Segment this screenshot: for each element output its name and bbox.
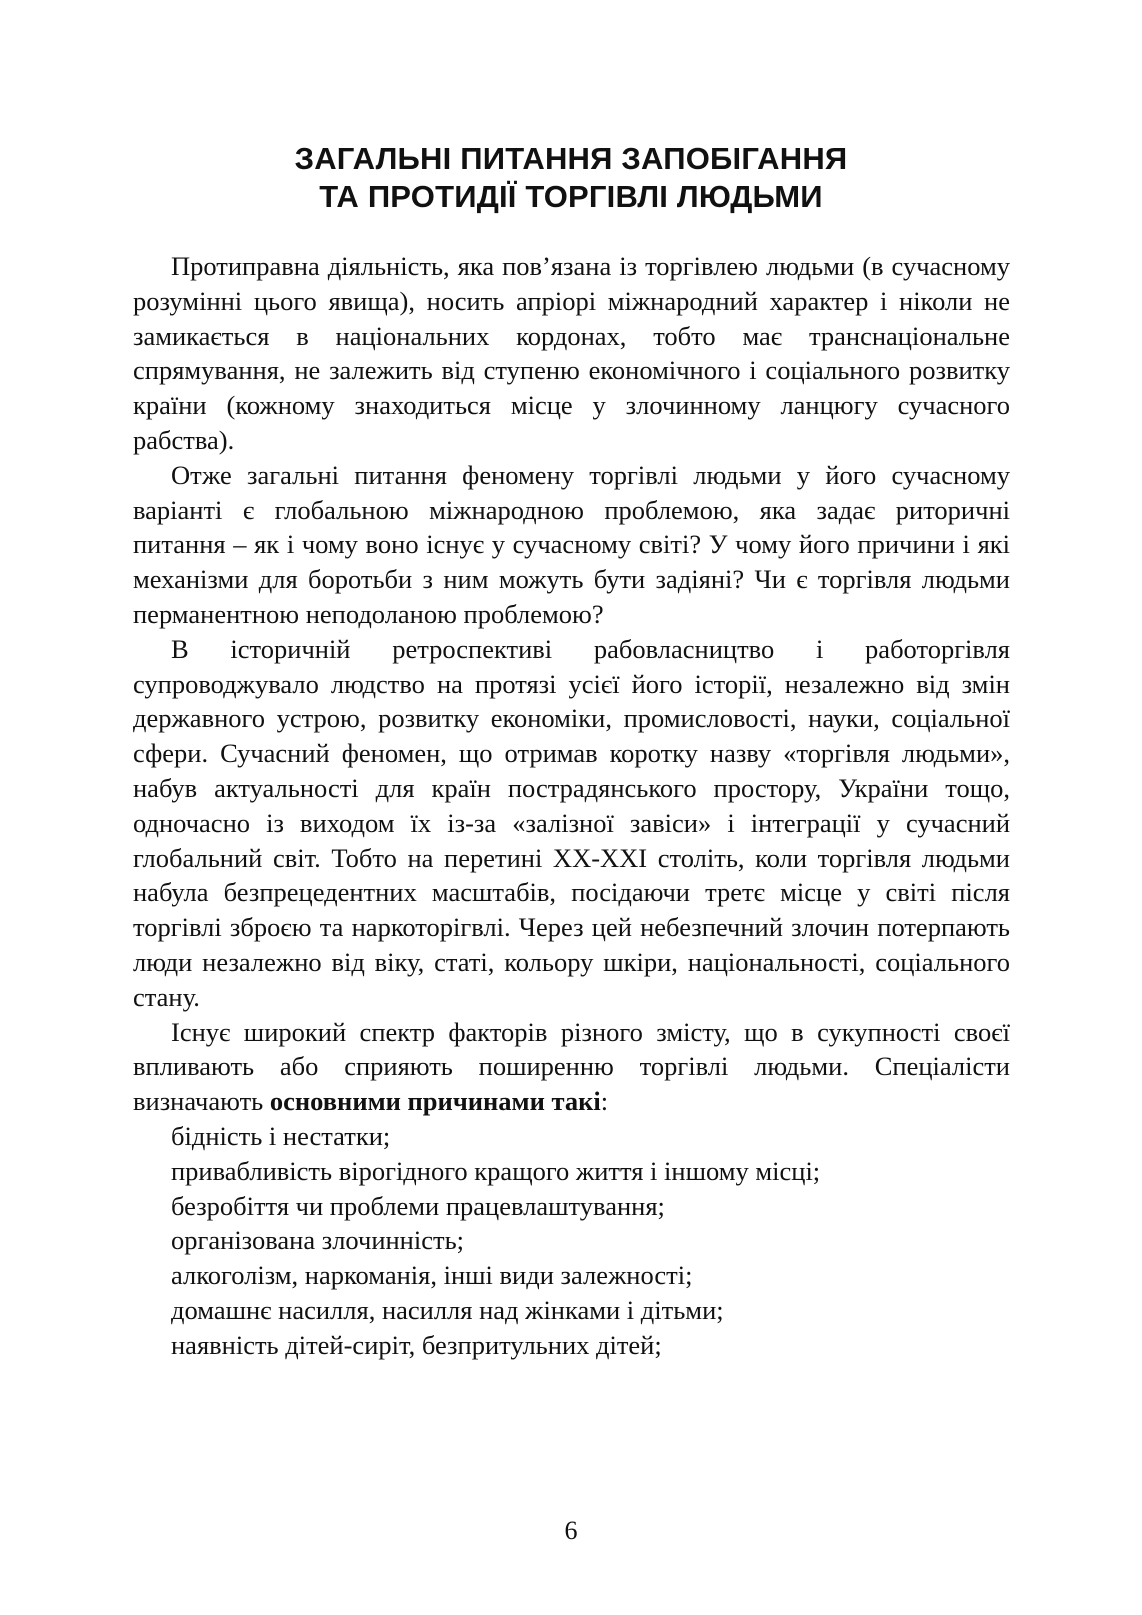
page-title-line-2: ТА ПРОТИДІЇ ТОРГІВЛІ ЛЮДЬМИ: [319, 179, 823, 214]
list-item: організована злочинність;: [171, 1225, 465, 1256]
list-item: наявність дітей-сиріт, безпритульних дітей;: [171, 1329, 662, 1360]
intro-text: Існує широкий спектр факторів різного змісту, що в сукупності своєї впливають або сприяють поширенню торгівлі людьми. Спеціалісти визначають: [133, 1016, 1010, 1117]
paragraph-1: Протиправна діяльність, яка пов’язана із торгівлею людьми (в сучасному розумінні цього явища), носить апріорі міжнародний характер і ніколи не замикається в національних кордонах, тобто має транснаціональне спрямування, не залежить від ступеню економічного і соціального розвитку країни (кожному знаходиться місце у злочинному ланцюгу сучасного рабства).: [133, 251, 1010, 455]
list-item: алкоголізм, наркоманія, інші види залежності;: [171, 1260, 693, 1291]
page-number: 6: [564, 1516, 578, 1545]
list-item: привабливість вірогідного кращого життя і іншому місці;: [171, 1155, 821, 1186]
paragraph-2: Отже загальні питання феномену торгівлі людьми у його сучасному варіанті є глобальною міжнародною проблемою, яка задає риторичні питання – як і чому воно існує у сучасному світі? У чому його причини і які механізми для боротьби з ним можуть бути задіяні? Чи є торгівля людьми перманентною неподоланою проблемою?: [133, 459, 1010, 629]
list-item: безробіття чи проблеми працевлаштування;: [171, 1190, 665, 1221]
body-text: [133, 249, 1010, 1363]
paragraph-4: [133, 1015, 1010, 1119]
list-item: бідність і нестатки;: [171, 1120, 391, 1151]
intro-tail: :: [600, 1086, 609, 1117]
causes-list: [133, 1119, 1010, 1363]
list-item: домашнє насилля, насилля над жінками і дітьми;: [171, 1294, 724, 1325]
page-title-line-1: ЗАГАЛЬНІ ПИТАННЯ ЗАПОБІГАННЯ: [294, 141, 848, 176]
intro-bold-text: основними причинами такі: [269, 1086, 601, 1117]
paragraph-3: В історичній ретроспективі рабовласництво і работоргівля супроводжувало людство на протязі усієї його історії, незалежно від змін державного устрою, розвитку економіки, промисловості, науки, соціальної сфери. Сучасний феномен, що отримав коротку назву «торгівля людьми», набув актуальності для країн пострадянського простору, України тощо, одночасно із виходом їх із-за «залізної завіси» і інтеграції у сучасний глобальний світ. Тобто на перетині ХХ-ХХІ століть, коли торгівля людьми набула безпрецедентних масштабів, посідаючи третє місце у світі після торгівлі зброєю та наркоторігвлі. Через цей небезпечний злочин потерпають люди незалежно від віку, статі, кольору шкіри, національності, соціального стану.: [133, 633, 1010, 1012]
